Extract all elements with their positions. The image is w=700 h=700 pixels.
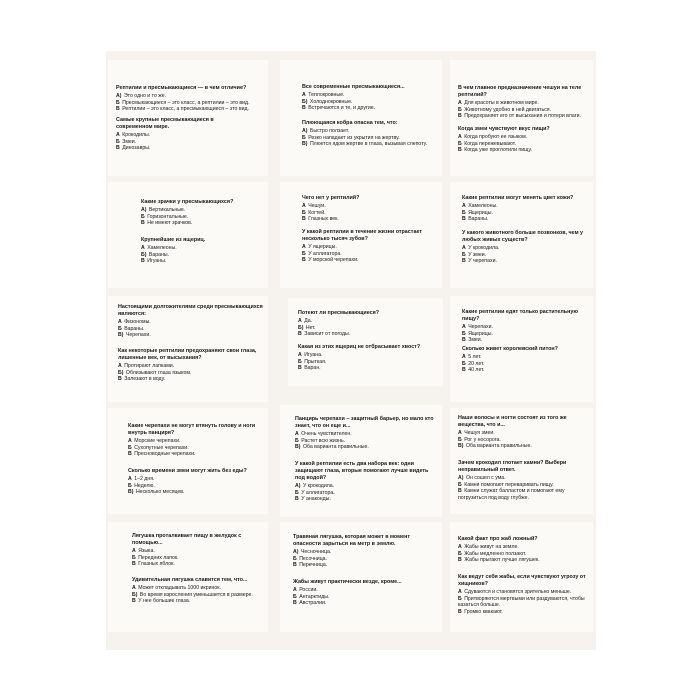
question-text: Травяная лягушка, которая может в момент опасности зарыться на метр в землю. — [293, 534, 411, 547]
question-block — [458, 460, 591, 502]
answer-option: В Жабы прыгают лучше лягушек. — [458, 557, 540, 564]
quiz-card-4 — [108, 182, 268, 288]
answer-option: А) Это одно и то же. — [116, 93, 167, 99]
question-text: Зачем крокодил глотает камни? Выбери неправильный ответ. — [458, 460, 567, 473]
answer-option: В Игуаны. — [141, 258, 167, 265]
quiz-card-1 — [108, 60, 268, 176]
question-block — [298, 344, 438, 372]
answer-option: А Чешуя змеи. — [458, 430, 495, 436]
question-text: У какого животного больше позвонков, чем у любых живых существ? — [462, 230, 584, 243]
answer-option: В У анаконды. — [295, 496, 331, 503]
quiz-card-5 — [280, 182, 442, 288]
answer-option: В Варан. — [298, 365, 321, 372]
answer-option: В Громко квакают. — [458, 609, 503, 616]
quiz-card-3 — [450, 60, 593, 176]
question-text: Какая из этих ящериц не отбрасывает хвост? — [298, 344, 421, 350]
question-text: Удивительная лягушка славится тем, что... — [132, 577, 248, 583]
question-block — [118, 348, 263, 383]
answer-option: А России. — [293, 587, 318, 593]
answer-option: А Может откладывать 1000 икринок. — [132, 585, 221, 591]
answer-option: Б Змеи. — [116, 138, 137, 145]
question-block — [293, 579, 438, 607]
answer-option: В Динозавры. — [116, 145, 151, 152]
answer-option: А) Вертикальные. — [141, 207, 186, 213]
quiz-card-15 — [450, 522, 593, 632]
answer-option: Б У аллигатора. — [295, 489, 335, 496]
answer-option: А) У крокодила. — [295, 483, 335, 489]
answer-option: В Австралии. — [293, 600, 327, 607]
answer-option: Б) Облизывают глаза языком. — [118, 369, 192, 376]
question-block — [458, 85, 588, 120]
answer-option: В Глазных век. — [302, 216, 339, 223]
answer-option: Б Жабы медленно ползают. — [458, 550, 527, 557]
answer-option: Б Сухопутные черепахи. — [128, 444, 189, 451]
question-text: У какой рептилии в течение жизни отрастает несколько тысяч зубов? — [302, 229, 423, 242]
question-block — [462, 230, 590, 265]
answer-option: Б Прыткая. — [298, 358, 327, 365]
answer-option: Б Песочница. — [293, 555, 327, 562]
question-block — [295, 416, 437, 451]
question-block — [458, 415, 591, 450]
answer-option: Б) Во время взросления уменьшается в размере. — [132, 591, 253, 598]
answer-option: Б Неделю. — [128, 482, 155, 489]
question-text: Чего нет у рептилий? — [302, 195, 360, 201]
answer-option: В Пресноводные черепахи. — [128, 451, 196, 458]
answer-option: Б) Нет. — [298, 324, 316, 331]
question-text: Рептилии и пресмыкающиеся — в чем отличие? — [116, 85, 247, 91]
answer-option: А Чешуи. — [302, 203, 326, 209]
answer-option: Б Горизонтальные. — [141, 213, 189, 220]
answer-option: В У нее большие глаза. — [132, 598, 191, 605]
question-block — [302, 195, 437, 223]
answer-option: А Морские черепахи. — [128, 438, 181, 444]
question-text: Все современные пресмыкающиеся... — [302, 84, 405, 90]
answer-option: А Хамелеоны. — [141, 245, 177, 251]
answer-option: А Да. — [298, 318, 313, 324]
answer-option: А Языка. — [132, 548, 155, 554]
question-text: Какие рептилии могут менять цвет кожи? — [462, 195, 574, 201]
quiz-card-10 — [108, 408, 268, 514]
answer-option: В) Оба варианта правильные. — [458, 443, 532, 450]
question-text: Какие рептилии едят только растительную пищу? — [462, 309, 578, 322]
question-block — [293, 534, 438, 569]
answer-option: Б Резко нападает из укрытия на жертву. — [302, 134, 400, 141]
answer-option: В Когда уже проглотили пищу. — [458, 147, 532, 154]
answer-option: В Не имеют зрачков. — [141, 220, 193, 227]
answer-option: Б Ящерицы. — [462, 209, 493, 216]
answer-option: Б) Вараны. — [141, 251, 170, 258]
question-text: Самые крупные пресмыкающиеся в современном мире. — [116, 117, 214, 130]
question-block — [302, 120, 437, 148]
answer-option: А У ящерицы. — [302, 244, 337, 250]
answer-option: В Рептилии – это класс, а пресмыкающиеся – это вид. — [116, 106, 249, 113]
answer-option: В) Оба варианта правильные. — [295, 444, 369, 451]
quiz-card-12 — [450, 408, 593, 514]
answer-option: Б Пресмыкающиеся – это класс, а рептилии – это вид. — [116, 99, 250, 106]
answer-option: А Игуана. — [298, 352, 323, 358]
answer-option: Б Вараны. — [118, 325, 145, 332]
answer-option: А Крокодилы. — [116, 132, 151, 138]
question-text: Лягушка проталкивает пищу в желудок с помощью... — [132, 533, 242, 546]
answer-option: В Глазных яблок. — [132, 561, 175, 568]
answer-option: В Зависит от погоды. — [298, 331, 351, 338]
answer-option: Б У аллигатора. — [302, 250, 342, 257]
answer-option: А Хамелеоны. — [462, 203, 498, 209]
answer-option: А Очень чувствителен. — [295, 431, 352, 437]
answer-option: В Змеи. — [462, 337, 483, 344]
question-block — [295, 461, 437, 503]
answer-option: Б Когда пережевывают. — [458, 140, 516, 147]
answer-option: А Жабы живут на земле. — [458, 544, 519, 550]
question-text: Крупнейшие из ящериц. — [141, 237, 206, 243]
answer-option: Б Камни помогают переваривать пищу. — [458, 481, 554, 488]
quiz-card-8 — [288, 298, 443, 386]
answer-option: А Протирают лапками. — [118, 363, 175, 369]
question-block — [462, 346, 590, 374]
question-block — [118, 304, 263, 339]
answer-option: А 5 лет. — [462, 354, 482, 360]
question-block — [462, 195, 590, 223]
answer-option: В Предохраняет его от высыхания и потери влаги. — [458, 113, 581, 120]
answer-option: А Для красоты в животном мире. — [458, 100, 539, 106]
answer-option: В Перечница. — [293, 562, 328, 569]
question-block — [141, 237, 261, 265]
answer-option: В 40 лет. — [462, 367, 485, 374]
question-block — [132, 533, 262, 568]
question-block — [458, 574, 591, 616]
answer-option: В Залезают в воду. — [118, 376, 166, 383]
quiz-card-13 — [108, 522, 268, 632]
question-text: Какие зрачки у пресмыкающихся? — [141, 199, 234, 205]
answer-option: А Черепахи. — [462, 324, 493, 330]
quiz-card-2 — [280, 60, 442, 176]
answer-option: А) Быстро ползает. — [302, 128, 350, 134]
question-text: Как некоторые рептилии предохраняют свои глаза, лишенные век, от высыхания? — [118, 348, 257, 361]
answer-option: А 1–2 дня. — [128, 476, 155, 482]
question-block — [458, 126, 588, 154]
question-text: Какие черепахи не могут втянуть голову и ноги внутрь панциря? — [128, 423, 256, 436]
answer-option: Б 20 лет. — [462, 360, 485, 367]
answer-option: А Теплокровные. — [302, 92, 345, 98]
quiz-card-14 — [280, 522, 442, 632]
question-block — [128, 423, 263, 458]
answer-option: Б Животному удобно в ней двигаться. — [458, 106, 552, 113]
answer-option: В У черепахи. — [462, 258, 497, 265]
answer-option: В Вараны. — [462, 216, 489, 223]
answer-option: В) Черепахи. — [118, 332, 151, 339]
question-text: Сколько живет королевский питон? — [462, 346, 558, 352]
answer-option: А) Он сошел с ума. — [458, 475, 506, 481]
answer-option: Б У змеи. — [462, 251, 487, 258]
answer-option: Б Передних лапок. — [132, 554, 179, 561]
quiz-card-9 — [450, 296, 593, 402]
question-text: Наши волосы и ногти состоят из того же вещества, что и... — [458, 415, 567, 428]
answer-option: А Физономы. — [118, 319, 151, 325]
question-block — [462, 309, 590, 344]
answer-option: В У морской черепахи. — [302, 257, 359, 264]
answer-option: Б Рог у носорога. — [458, 436, 501, 443]
answer-option: Б Ящерицы. — [462, 330, 493, 337]
question-text: Плюющаяся кобра опасна тем, что: — [302, 120, 398, 126]
quiz-card-11 — [280, 405, 442, 517]
answer-option: Б Когтей. — [302, 209, 326, 216]
answer-option: А У крокодила. — [462, 245, 500, 251]
answer-option: Б Притворяются мертвыми или раздуваются, чтобы казаться больше. — [458, 595, 585, 609]
question-text: В чем главное предназначение чешуи на теле рептилий? — [458, 85, 582, 98]
answer-option: А Когда пробуют ее языком. — [458, 134, 528, 140]
answer-option: Б) Холоднокровные. — [302, 98, 353, 105]
quiz-card-6 — [450, 182, 593, 288]
question-text: Когда змеи чувствуют вкус пищи? — [458, 126, 550, 132]
answer-option: А Сдуваются и становятся зрительно меньше. — [458, 589, 572, 595]
question-text: Сколько времени змеи могут жить без еды? — [128, 468, 247, 474]
question-text: Как ведут себя жабы, если чувствуют угрозу от хищников? — [458, 574, 586, 587]
answer-option: В) Несколько месяцев. — [128, 489, 185, 496]
question-text: Какой факт про жаб ложный? — [458, 536, 538, 542]
answer-option: А) Чесночница. — [293, 549, 332, 555]
answer-option: Б Антарктиды. — [293, 593, 330, 600]
question-block — [141, 199, 261, 227]
question-block — [458, 536, 591, 564]
answer-option: В) Плюется ядом жертве в глаза, вызывая слепоту. — [302, 141, 428, 148]
answer-option: В Встречаются и те, и другие. — [302, 105, 376, 112]
question-block — [128, 468, 263, 496]
question-block — [298, 310, 438, 338]
question-block — [302, 84, 437, 112]
question-text: Настоящими долгожителями среди пресмыкающихся являются: — [118, 304, 263, 317]
question-text: У какой рептилии есть два набора век: одни защищают глаза, вторые помогают лучше видеть под водой? — [295, 461, 429, 481]
question-text: Панцирь черепахи – защитный барьер, но мало кто знает, что он еще и... — [295, 416, 434, 429]
answer-option: В Камни служат балластом и помогают ему погрузиться под воду глубже. — [458, 488, 565, 502]
question-text: Потеют ли пресмыкающиеся? — [298, 310, 380, 316]
question-block — [302, 229, 437, 264]
question-block — [132, 577, 262, 605]
question-block — [116, 85, 261, 113]
answer-option: Б Растет всю жизнь. — [295, 437, 346, 444]
question-text: Жабы живут практически везде, кроме... — [293, 579, 402, 585]
question-block — [116, 117, 246, 152]
quiz-card-7 — [108, 296, 268, 402]
